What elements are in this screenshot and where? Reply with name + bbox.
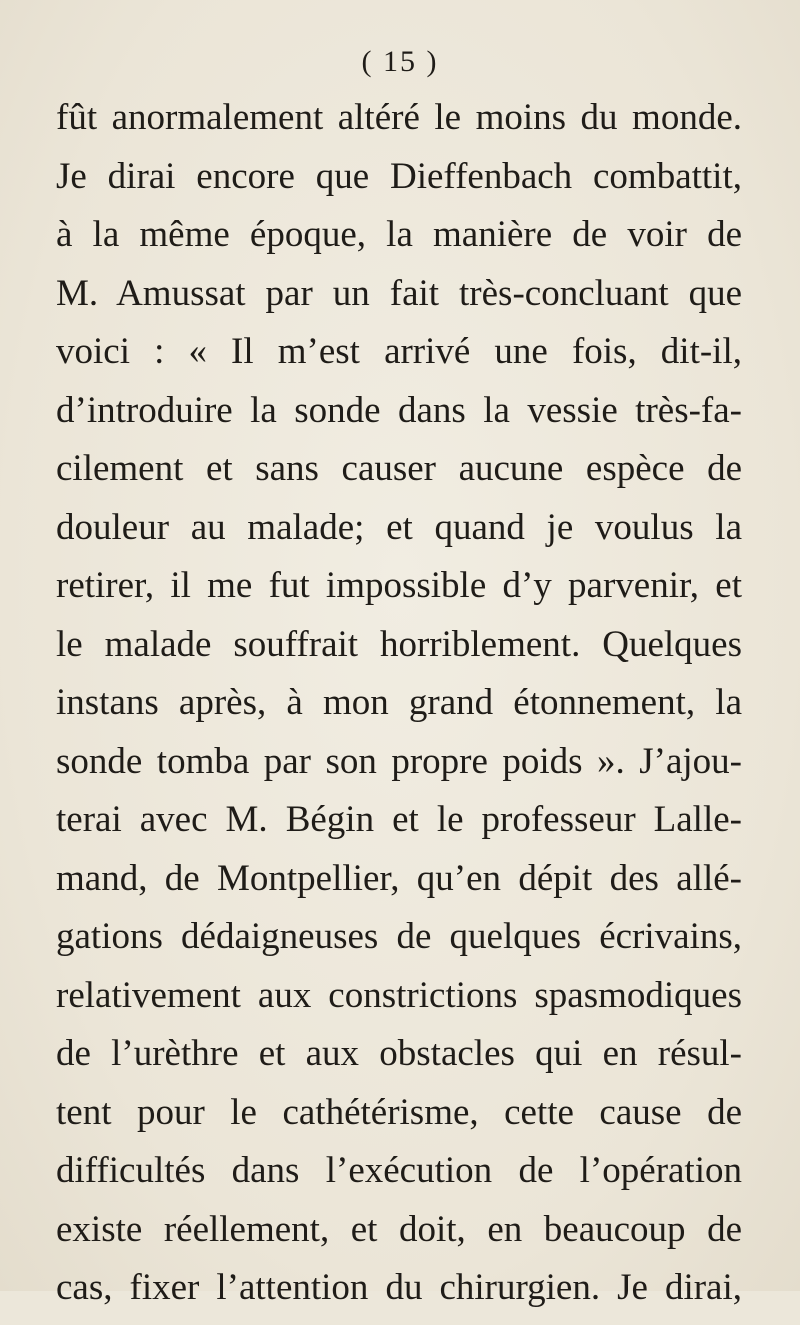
text-line: mand, de Montpellier, qu’en dépit des allé- — [56, 857, 742, 899]
text-line: relativement aux constrictions spasmodiques — [56, 974, 742, 1016]
text-line: fût anormalement altéré le moins du monde. — [56, 97, 742, 138]
body-text — [56, 96, 742, 1325]
text-line: M. Amussat par un fait très-concluant que — [56, 272, 742, 314]
text-line: voici : « Il m’est arrivé une fois, dit-il, — [56, 331, 742, 372]
text-line: instans après, à mon grand étonnement, la — [56, 682, 742, 723]
text-line: sonde tomba par son propre poids ». J’ajou- — [56, 740, 742, 782]
text-line: cilement et sans causer aucune espèce de — [56, 448, 742, 489]
text-line: à la même époque, la manière de voir de — [56, 214, 742, 255]
text-line: retirer, il me fut impossible d’y parvenir, et — [56, 565, 742, 606]
text-line: cas, fixer l’attention du chirurgien. Je dirai, — [56, 1267, 742, 1308]
text-line: terai avec M. Bégin et le professeur Lalle- — [56, 799, 742, 840]
text-line: le malade souffrait horriblement. Quelques — [56, 623, 742, 665]
text-line: douleur au malade; et quand je voulus la — [56, 506, 742, 548]
text-line: de l’urèthre et aux obstacles qui en résul- — [56, 1033, 742, 1074]
text-line: Je dirai encore que Dieffenbach combattit, — [56, 155, 742, 197]
text-line: d’introduire la sonde dans la vessie très-fa- — [56, 389, 742, 431]
text-line: gations dédaigneuses de quelques écrivains, — [56, 916, 742, 957]
text-line: tent pour le cathétérisme, cette cause de — [56, 1091, 742, 1133]
text-line: existe réellement, et doit, en beaucoup de — [56, 1208, 742, 1250]
text-line: difficultés dans l’exécution de l’opération — [56, 1150, 742, 1191]
page-number: ( 15 ) — [361, 45, 439, 78]
